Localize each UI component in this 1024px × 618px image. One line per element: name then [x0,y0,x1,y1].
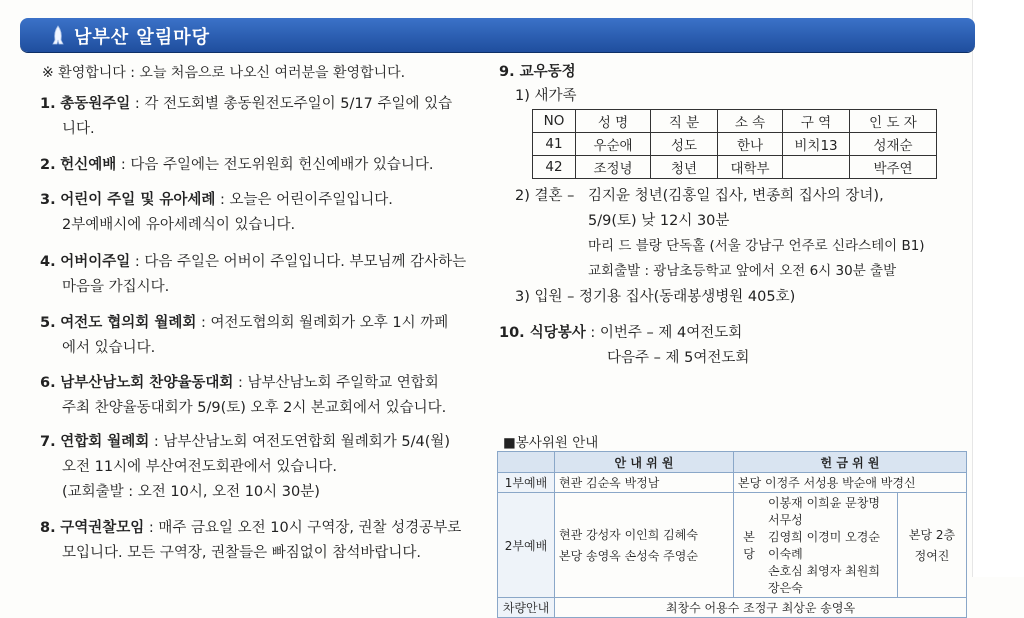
notice-item-4 [40,250,480,300]
table-cell: 본당 이정주 서성용 박순애 박경신 [734,473,967,493]
item-text: : 여전도협의회 월례회가 오후 1시 까페 [196,315,449,331]
item-continuation-2: (교회출발 : 오전 10시, 오전 10시 30분) [62,484,320,500]
item-continuation: 에서 있습니다. [62,340,156,356]
wedding-line: 5/9(토) 낮 12시 30분 [588,213,730,229]
item-text: : 매주 금요일 오전 10시 구역장, 권찰 성경공부로 [144,520,462,536]
table-cell: 우순애 [576,133,651,156]
table-row [533,156,937,179]
item-text: : 다음 주일에는 전도위원회 헌신예배가 있습니다. [116,157,434,173]
table-cell: 41 [533,133,576,156]
table-cell: 성도 [651,133,718,156]
corner-cell [498,452,555,473]
item-text: : 남부산남노회 여전도연합회 월례회가 5/4(월) [149,434,451,450]
table-cell [783,156,850,179]
notice-item-6 [40,371,480,421]
offering-line: 손호심 최영자 최원희 장은숙 [768,564,880,595]
table-cell: 비치13 [783,133,850,156]
item-continuation: 모입니다. 모든 구역장, 권찰들은 빠짐없이 참석바랍니다. [62,545,422,561]
offering-line: 김영희 이경미 오경순 이숙례 [768,530,880,561]
table-cell: 42 [533,156,576,179]
notice-item-2 [40,153,480,178]
guide-line: 본당 송영옥 손성숙 주영순 [559,549,698,563]
col-header: NO [533,110,576,133]
wedding-label: 2) 결혼 – [515,188,575,204]
table-cell: 대학부 [718,156,783,179]
notice-item-7 [40,430,480,505]
item-continuation: 오전 11시에 부산여전도회관에서 있습니다. [62,459,338,475]
item-heading: 헌신예배 [60,157,117,173]
item-text: : 각 전도회별 총동원전도주일이 5/17 주일에 있습 [130,96,453,112]
row-label: 1부예배 [498,473,555,493]
item-number: 6. [40,375,56,391]
item-number: 8. [40,520,56,536]
notice-item-5 [40,311,480,361]
item-continuation: 니다. [62,121,95,137]
table-cell: 최창수 어용수 조정구 최상운 송영옥 [555,598,967,618]
floor2-label: 본당 2층 [908,528,956,542]
meal-line-2: 다음주 – 제 5여전도회 [607,350,750,366]
item-text: : 다음 주일은 어버이 주일입니다. 부모님께 감사하는 [130,254,467,270]
col-header: 헌 금 위 원 [734,452,967,473]
table-cell: 본당 [734,493,765,598]
volunteer-table [497,451,967,618]
col-header: 구 역 [783,110,850,133]
table-cell: 한나 [718,133,783,156]
praying-hands-icon [48,24,68,46]
notice-banner [20,18,975,52]
col-header: 안 내 위 원 [555,452,734,473]
item-continuation: 마음을 가집시다. [62,279,170,295]
item-number: 1. [40,96,56,112]
table-cell: 청년 [651,156,718,179]
item-heading: 어린이 주일 및 유아세례 [60,192,216,208]
col-header: 소 속 [718,110,783,133]
offering-line: 이봉재 이희윤 문창명 서무성 [768,496,880,527]
table-cell: 성재순 [850,133,937,156]
item-number: 3. [40,192,56,208]
item-heading: 총동원주일 [60,96,131,112]
welcome-text: ※ 환영합니다 : 오늘 처음으로 나오신 여러분을 환영합니다. [42,65,406,81]
row-label: 2부예배 [498,493,555,598]
item-continuation: 주최 찬양율동대회가 5/9(토) 오후 2시 본교회에서 있습니다. [62,400,447,416]
item-text: : 오늘은 어린이주일입니다. [215,192,393,208]
notice-item-3 [40,188,480,238]
new-family-label: 1) 새가족 [515,88,577,104]
floor2-name: 정여진 [914,549,950,563]
meal-line-1: : 이번주 – 제 4여전도회 [585,325,743,341]
item-number: 4. [40,254,56,270]
table-cell: 조정녕 [576,156,651,179]
item-heading: 여전도 협의회 월례회 [60,315,197,331]
wedding-line: 김지윤 청년(김홍일 집사, 변종희 집사의 장녀), [588,188,884,204]
item-heading: 연합회 월례회 [60,434,150,450]
item-number: 7. [40,434,56,450]
table-row [498,473,967,493]
row-label: 차량안내 [498,598,555,618]
volunteer-heading: ■봉사위원 안내 [503,435,599,451]
item-heading: 남부산남노회 찬양율동대회 [60,375,234,391]
meal-label: 10. 식당봉사 [499,325,586,341]
item-number: 5. [40,315,56,331]
table-cell [898,493,967,598]
wedding-line: 마리 드 블랑 단독홀 (서울 강남구 언주로 신라스테이 B1) [588,238,925,254]
item-heading: 구역권찰모임 [60,520,145,536]
table-row [498,493,967,598]
col-header: 성 명 [576,110,651,133]
member-news-heading: 9. 교우동정 [499,64,576,80]
table-row [533,133,937,156]
new-family-table [532,109,937,179]
col-header: 인 도 자 [850,110,937,133]
table-cell: 박주연 [850,156,937,179]
notice-item-8 [40,516,480,566]
wedding-line: 교회출발 : 광남초등학교 앞에서 오전 6시 30분 출발 [588,263,897,279]
item-number: 2. [40,157,56,173]
table-header-row [533,110,937,133]
item-heading: 어버이주일 [60,254,131,270]
table-cell [555,493,734,598]
col-header: 직 분 [651,110,718,133]
item-continuation: 2부예배시에 유아세례식이 있습니다. [62,217,296,233]
meal-service [499,321,742,346]
item-text: : 남부산남노회 주일학교 연합회 [233,375,439,391]
banner-title: 남부산 알림마당 [74,27,210,48]
table-cell: 현관 김순옥 박정남 [555,473,734,493]
guide-line: 현관 강성자 이인희 김혜숙 [559,528,698,542]
table-cell [764,493,898,598]
table-row [498,598,967,618]
table-header-row [498,452,967,473]
hospital-line: 3) 입원 – 정기용 집사(동래봉생병원 405호) [515,289,796,305]
notice-item-1 [40,92,480,142]
page-edge [972,0,1024,577]
